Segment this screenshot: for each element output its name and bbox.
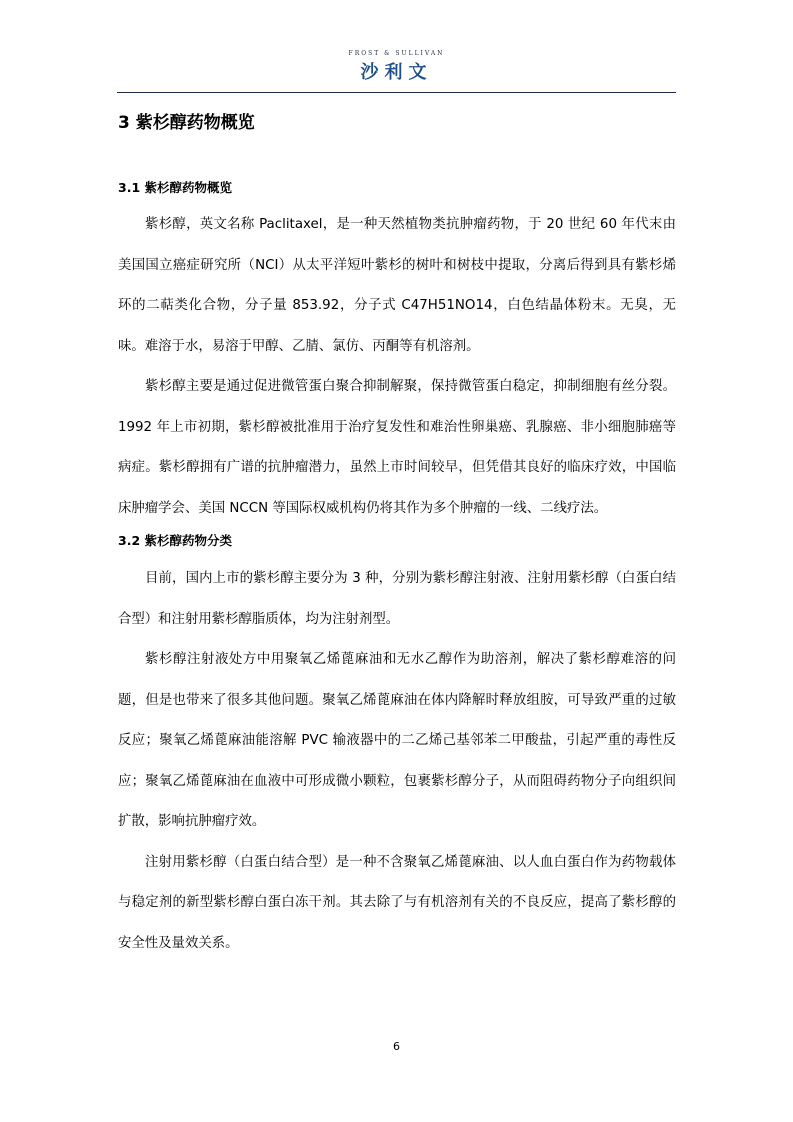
page-header (117, 50, 676, 92)
brand-logo-text: 沙利文 (360, 62, 433, 83)
paragraph: 紫杉醇注射液处方中用聚氧乙烯蓖麻油和无水乙醇作为助溶剂，解决了紫杉醇难溶的问题，但是也带来了很多其他问题。聚氧乙烯蓖麻油在体内降解时释放组胺，可导致严重的过敏反应；聚氧乙烯蓖麻油能溶解 PVC 输液器中的二乙烯己基邻苯二甲酸盐，引起严重的毒性反应；聚氧乙烯蓖麻油在血液中可形成微小颗粒，包裹紫杉醇分子，从而阻碍药物分子向组织间扩散，影响抗肿瘤疗效。 (118, 652, 676, 829)
subsection-title-3-2: 3.2 紫杉醇药物分类 (118, 533, 232, 548)
brand-english-name: FROST & SULLIVAN (348, 50, 445, 57)
subsection-title-3-1: 3.1 紫杉醇药物概览 (118, 180, 232, 195)
document-body (118, 104, 676, 964)
section-title: 3 紫杉醇药物概览 (118, 113, 255, 133)
paragraph: 紫杉醇，英文名称 Paclitaxel，是一种天然植物类抗肿瘤药物，于 20 世纪 60 年代末由美国国立癌症研究所（NCI）从太平洋短叶紫杉的树叶和树枝中提取，分离后得到具有紫杉烯环的二萜类化合物，分子量 853.92，分子式 C47H51NO14，白色结晶体粉末。无臭，无味。难溶于水，易溶于甲醇、乙腈、氯仿、丙酮等有机溶剂。 (118, 217, 676, 354)
paragraph: 注射用紫杉醇（白蛋白结合型）是一种不含聚氧乙烯蓖麻油、以人血白蛋白作为药物载体与稳定剂的新型紫杉醇白蛋白冻干剂。其去除了与有机溶剂有关的不良反应，提高了紫杉醇的安全性及量效关系。 (118, 854, 676, 951)
header-divider (117, 92, 676, 93)
page-number: 6 (393, 1040, 400, 1053)
paragraph: 紫杉醇主要是通过促进微管蛋白聚合抑制解聚，保持微管蛋白稳定，抑制细胞有丝分裂。1992 年上市初期，紫杉醇被批准用于治疗复发性和难治性卵巢癌、乳腺癌、非小细胞肺癌等病症。紫杉醇拥有广谱的抗肿瘤潜力，虽然上市时间较早，但凭借其良好的临床疗效，中国临床肿瘤学会、美国 NCCN 等国际权威机构仍将其作为多个肿瘤的一线、二线疗法。 (118, 379, 676, 516)
paragraph: 目前，国内上市的紫杉醇主要分为 3 种，分别为紫杉醇注射液、注射用紫杉醇（白蛋白结合型）和注射用紫杉醇脂质体，均为注射剂型。 (118, 571, 676, 627)
